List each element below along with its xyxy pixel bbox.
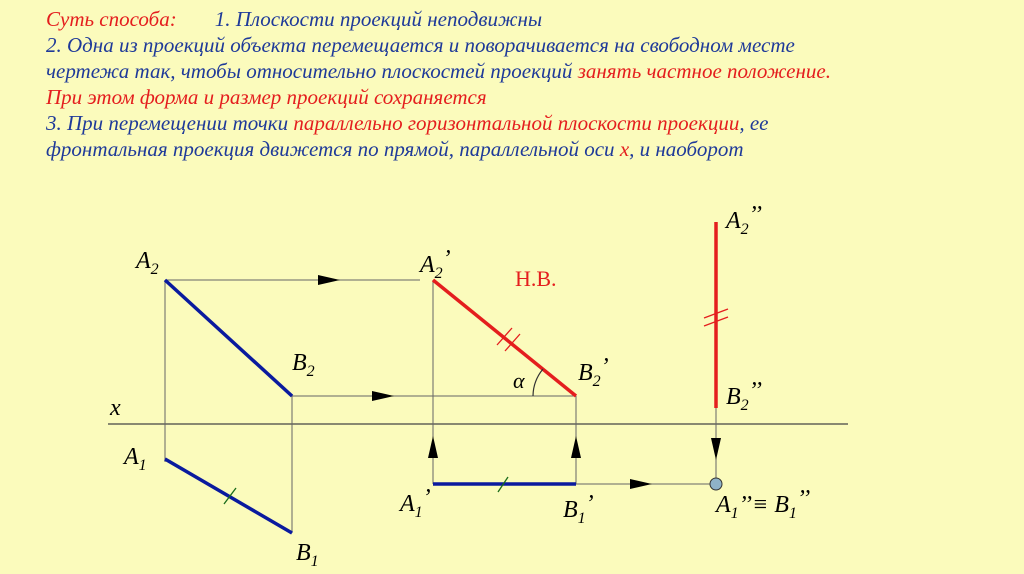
label-b2-prime: $B_2$’ — [578, 354, 609, 390]
point-a1pp-b1pp — [710, 478, 722, 490]
method-heading: Суть способа: — [46, 7, 177, 31]
text-line-3-blue: чертежа так, чтобы относительно плоскостей проекций — [46, 59, 578, 83]
text-line-6-end: , и наоборот — [629, 137, 744, 161]
arrow-down-right — [711, 438, 721, 460]
arrow-right-middle — [372, 391, 394, 401]
text-line-4: При этом форма и размер проекций сохраняется — [46, 85, 487, 109]
text-line-2: 2. Одна из проекций объекта перемещается и поворачивается на свободном месте — [46, 33, 795, 57]
angle-alpha-arc — [533, 369, 543, 396]
arrow-right-lower — [630, 479, 652, 489]
arrow-right-upper — [318, 275, 340, 285]
label-a2-prime: $A_2$’ — [420, 246, 451, 282]
text-line-5-end: , ее — [739, 111, 769, 135]
point-1-text: 1. Плоскости проекций неподвижны — [214, 7, 543, 31]
text-line-6-axis: x — [619, 137, 630, 161]
alpha-label: α — [513, 368, 525, 393]
text-line-3-red: занять частное положение. — [577, 59, 831, 83]
label-b1: $B_1$ — [296, 540, 319, 570]
label-a1: $A_1$ — [124, 444, 147, 474]
construction-lines — [165, 280, 716, 533]
label-a1pp-equiv-b1pp: $A_1’’\equiv B_1$’’ — [716, 486, 811, 522]
true-value-label: Н.В. — [515, 266, 557, 291]
arrow-up-left — [428, 436, 438, 458]
label-a2-double-prime: $A_2$’’ — [726, 202, 762, 238]
label-b2: $B_2$ — [292, 350, 315, 380]
text-line-5-red: параллельно горизонтальной плоскости проекции — [293, 111, 740, 135]
text-line-5-blue: 3. При перемещении точки — [46, 111, 294, 135]
x-axis-label: x — [110, 395, 121, 421]
arrow-up-right — [571, 436, 581, 458]
segment-a2p-b2p — [433, 280, 576, 396]
text-line-6-blue: фронтальная проекция движется по прямой, параллельной оси — [46, 137, 620, 161]
label-a2: $A_2$ — [136, 248, 159, 278]
label-b1-prime: $B_1$’ — [563, 491, 594, 527]
label-b2-double-prime: $B_2$’’ — [726, 378, 762, 414]
segment-a2-b2 — [165, 280, 292, 396]
segment-a1-b1 — [165, 459, 292, 533]
label-a1-prime: $A_1$’ — [400, 485, 431, 521]
